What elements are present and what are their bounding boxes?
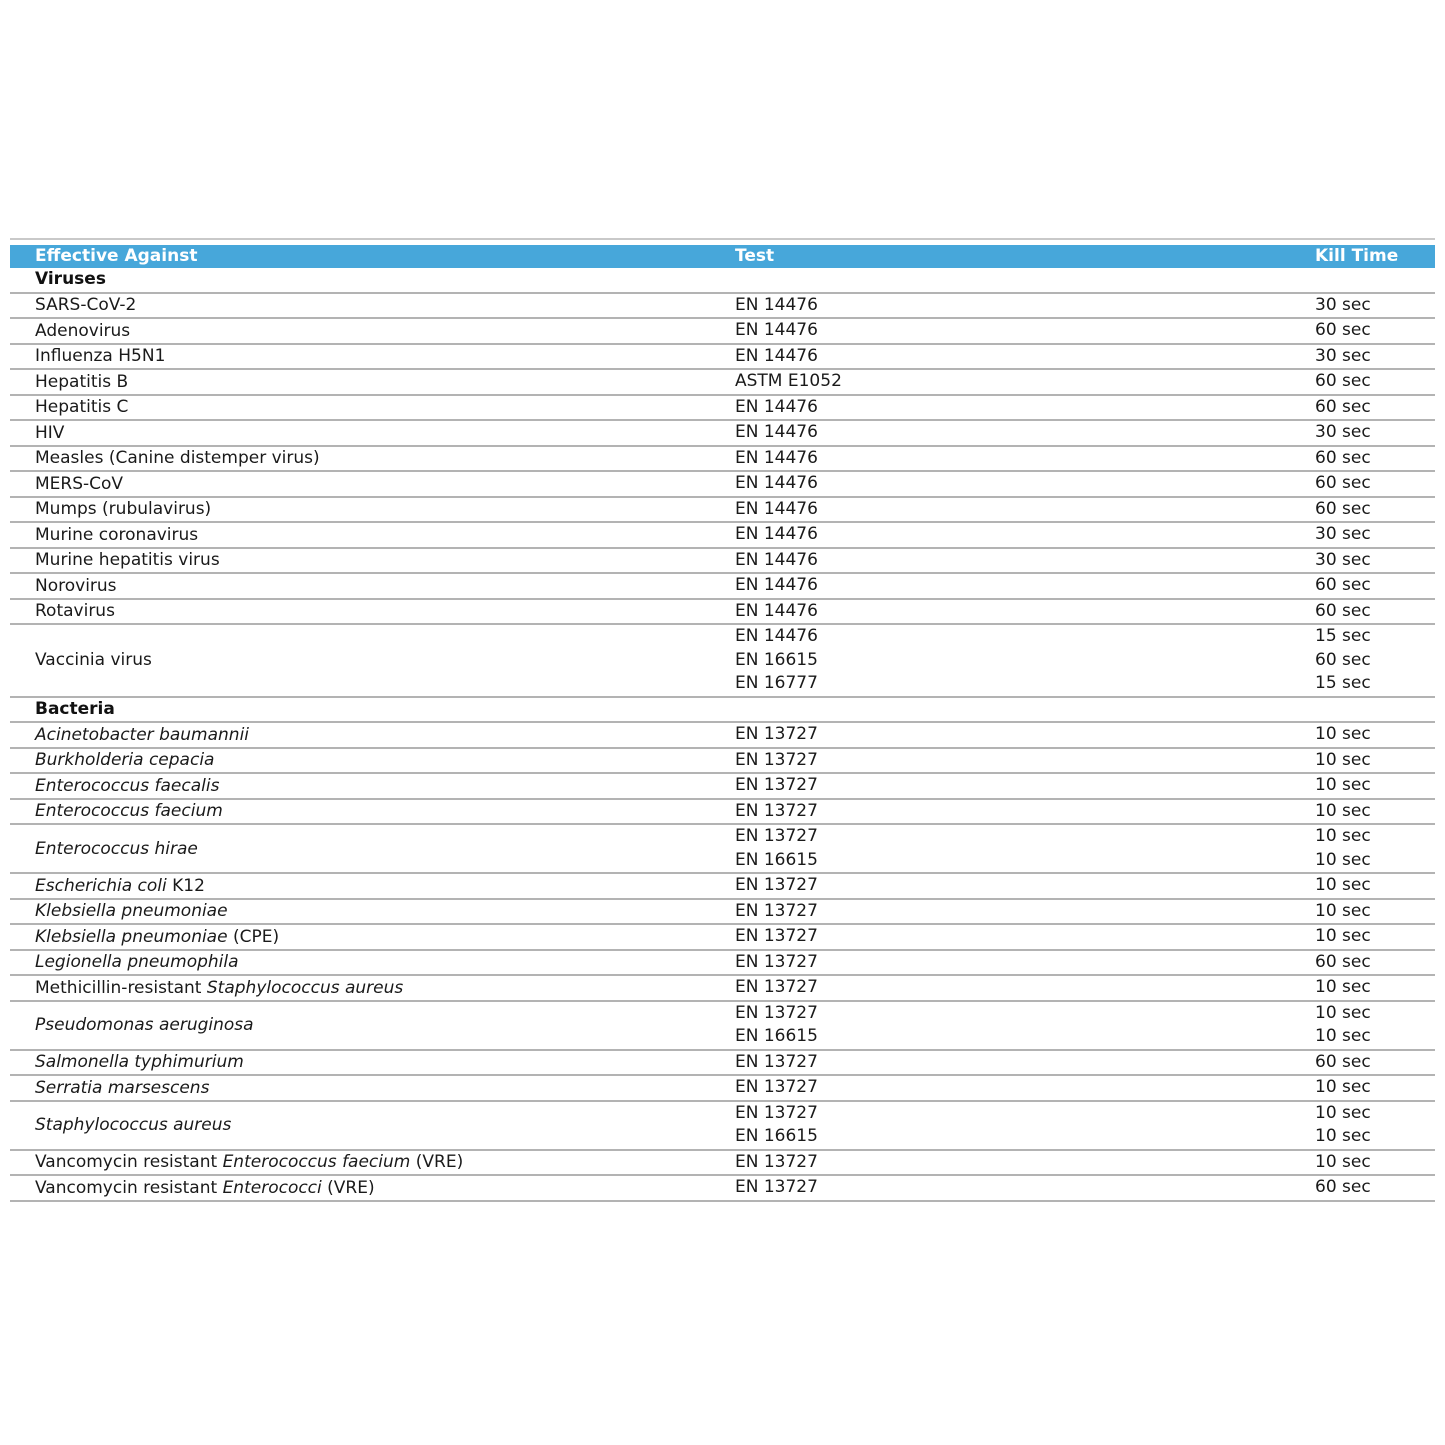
- kill-time-value: 60 sec: [1315, 600, 1371, 621]
- test-cell: [735, 370, 1315, 394]
- test-cell: [735, 825, 1315, 872]
- table-row: [10, 825, 1435, 874]
- test-cell: [735, 574, 1315, 598]
- test-cell: [735, 1102, 1315, 1149]
- section-header-bacteria: [10, 698, 1435, 724]
- test-value: EN 13727: [735, 800, 818, 821]
- organism-name-plain-segment: Vaccinia virus: [35, 650, 152, 671]
- organism-name: [10, 474, 735, 494]
- test-value: EN 14476: [735, 422, 818, 442]
- organism-name: [10, 650, 735, 670]
- test-cell: [735, 1176, 1315, 1200]
- kill-time-cell: [1315, 472, 1435, 496]
- kill-time-value: 10 sec: [1315, 1002, 1371, 1023]
- organism-name-italic-segment: Staphylococcus aureus: [35, 1115, 232, 1135]
- test-value: EN 14476: [735, 626, 818, 646]
- test-value: EN 13727: [735, 826, 818, 846]
- organism-name-italic-segment: Salmonella typhimurium: [35, 1052, 244, 1073]
- test-value: EN 16615: [735, 1126, 818, 1146]
- table-row: [10, 1151, 1435, 1177]
- kill-time-value: 60 sec: [1315, 575, 1371, 595]
- organism-name: [10, 295, 735, 315]
- test-value: EN 14476: [735, 524, 818, 544]
- kill-time-value: 10 sec: [1315, 1077, 1371, 1097]
- kill-time-cell: [1315, 447, 1435, 471]
- section-kill-spacer: [1315, 698, 1435, 722]
- organism-name-plain-segment: (CPE): [227, 926, 280, 947]
- organism-name: [10, 927, 735, 947]
- table-row: [10, 345, 1435, 371]
- organism-name-italic-segment: Acinetobacter baumannii: [35, 724, 250, 745]
- test-cell: [735, 874, 1315, 898]
- section-title: Viruses: [35, 269, 106, 289]
- organism-name-plain-segment: SARS-CoV-2: [35, 295, 137, 316]
- table-row: [10, 447, 1435, 473]
- test-cell: [735, 1151, 1315, 1175]
- test-value: EN 13727: [735, 1102, 818, 1123]
- organism-name-plain-segment: Norovirus: [35, 575, 117, 596]
- organism-name: [10, 801, 735, 821]
- organism-name-italic-segment: Enterococcus faecium: [222, 1152, 411, 1173]
- test-value: EN 13727: [735, 1002, 818, 1023]
- kill-time-cell: [1315, 976, 1435, 1000]
- kill-time-value: 30 sec: [1315, 345, 1371, 366]
- kill-time-cell: [1315, 600, 1435, 624]
- kill-time-value: 10 sec: [1315, 749, 1371, 770]
- test-value: EN 13727: [735, 724, 818, 744]
- organism-name: [10, 1115, 735, 1135]
- test-value: EN 14476: [735, 396, 818, 417]
- table-row: [10, 1076, 1435, 1102]
- test-cell: [735, 421, 1315, 445]
- organism-name: [10, 397, 735, 417]
- organism-name-italic-segment: Staphylococcus aureus: [206, 977, 404, 998]
- kill-time-cell: [1315, 800, 1435, 824]
- kill-time-cell: [1315, 925, 1435, 949]
- table-row: [10, 874, 1435, 900]
- test-value: EN 13727: [735, 1051, 818, 1072]
- kill-time-cell: [1315, 549, 1435, 573]
- kill-time-value: 60 sec: [1315, 473, 1371, 493]
- test-cell: [735, 625, 1315, 696]
- section-title: Bacteria: [35, 698, 115, 719]
- test-cell: [735, 800, 1315, 824]
- organism-name: [10, 1078, 735, 1098]
- organism-name-plain-segment: Vancomycin resistant: [35, 1177, 223, 1198]
- test-cell: [735, 774, 1315, 798]
- test-value: EN 14476: [735, 549, 818, 570]
- test-value: EN 13727: [735, 1077, 818, 1097]
- table-row: [10, 723, 1435, 749]
- table-row: [10, 523, 1435, 549]
- organism-name-italic-segment: Burkholderia cepacia: [35, 750, 215, 771]
- table-row: [10, 396, 1435, 422]
- test-value: EN 13727: [735, 775, 818, 795]
- organism-name-italic-segment: Enterococcus faecalis: [35, 775, 220, 796]
- test-cell: [735, 523, 1315, 547]
- section-test-spacer: [735, 268, 1315, 292]
- test-value: EN 14476: [735, 447, 818, 468]
- kill-time-value: 30 sec: [1315, 422, 1371, 442]
- kill-time-cell: [1315, 1151, 1435, 1175]
- organism-name: [10, 372, 735, 392]
- test-value: EN 13727: [735, 1177, 818, 1197]
- test-cell: [735, 925, 1315, 949]
- kill-time-cell: [1315, 1051, 1435, 1075]
- test-cell: [735, 900, 1315, 924]
- kill-time-cell: [1315, 951, 1435, 975]
- kill-time-cell: [1315, 774, 1435, 798]
- organism-name: [10, 1015, 735, 1035]
- kill-time-value: 60 sec: [1315, 649, 1371, 670]
- test-value: EN 14476: [735, 294, 818, 315]
- kill-time-value: 60 sec: [1315, 371, 1371, 391]
- kill-time-value: 10 sec: [1315, 724, 1371, 744]
- test-cell: [735, 319, 1315, 343]
- kill-time-cell: [1315, 1176, 1435, 1200]
- kill-time-cell: [1315, 874, 1435, 898]
- organism-name: [10, 346, 735, 366]
- section-test-spacer: [735, 698, 1315, 722]
- organism-name-italic-segment: Klebsiella pneumoniae: [35, 926, 228, 947]
- table-row: [10, 472, 1435, 498]
- kill-time-value: 60 sec: [1315, 951, 1371, 972]
- kill-time-value: 10 sec: [1315, 1102, 1371, 1123]
- organism-name-italic-segment: Pseudomonas aeruginosa: [35, 1015, 254, 1035]
- organism-name: [10, 750, 735, 770]
- kill-time-cell: [1315, 396, 1435, 420]
- organism-name: [10, 1178, 735, 1198]
- kill-time-value: 30 sec: [1315, 524, 1371, 544]
- test-value: EN 14476: [735, 320, 818, 340]
- table-row: [10, 774, 1435, 800]
- organism-name-plain-segment: MERS-CoV: [35, 473, 124, 494]
- table-body: [10, 268, 1435, 1202]
- organism-name-plain-segment: Hepatitis C: [35, 397, 129, 418]
- organism-name-plain-segment: Murine hepatitis virus: [35, 550, 220, 571]
- test-value: EN 16777: [735, 673, 818, 693]
- table-row: [10, 498, 1435, 524]
- kill-time-value: 60 sec: [1315, 447, 1371, 468]
- table-row: [10, 549, 1435, 575]
- test-value: EN 14476: [735, 498, 818, 519]
- test-value: EN 13727: [735, 926, 818, 946]
- table-row: [10, 976, 1435, 1002]
- kill-time-cell: [1315, 370, 1435, 394]
- organism-name: [10, 499, 735, 519]
- kill-time-value: 60 sec: [1315, 320, 1371, 340]
- organism-name-plain-segment: (VRE): [321, 1177, 375, 1198]
- organism-name-plain-segment: Adenovirus: [35, 320, 131, 341]
- kill-time-value: 30 sec: [1315, 294, 1371, 315]
- test-cell: [735, 498, 1315, 522]
- test-value: EN 16615: [735, 1026, 818, 1046]
- organism-name-plain-segment: Murine coronavirus: [35, 524, 199, 545]
- organism-name-plain-segment: Measles (Canine distemper virus): [35, 448, 320, 469]
- table-header-row: [10, 245, 1435, 268]
- organism-name: [10, 1152, 735, 1172]
- organism-name: [10, 952, 735, 972]
- test-value: EN 13727: [735, 1151, 818, 1172]
- table-row: [10, 1051, 1435, 1077]
- test-value: EN 13727: [735, 977, 818, 997]
- table-row: [10, 951, 1435, 977]
- test-value: EN 13727: [735, 900, 818, 921]
- organism-name-italic-segment: Enterococcus hirae: [35, 838, 198, 859]
- test-cell: [735, 1076, 1315, 1100]
- kill-time-value: 10 sec: [1315, 1026, 1371, 1046]
- kill-time-cell: [1315, 1102, 1435, 1149]
- kill-time-value: 10 sec: [1315, 926, 1371, 946]
- test-value: EN 13727: [735, 951, 818, 972]
- column-header-test: Test: [735, 246, 775, 266]
- organism-name: [10, 776, 735, 796]
- organism-name-italic-segment: Enterococcus faecium: [35, 801, 223, 822]
- table-row: [10, 600, 1435, 626]
- kill-time-cell: [1315, 574, 1435, 598]
- table-row: [10, 421, 1435, 447]
- table-row: [10, 1102, 1435, 1151]
- kill-time-value: 10 sec: [1315, 1126, 1371, 1146]
- table-row: [10, 925, 1435, 951]
- organism-name-plain-segment: K12: [166, 875, 205, 896]
- section-header-viruses: [10, 268, 1435, 294]
- kill-time-value: 60 sec: [1315, 1051, 1371, 1072]
- kill-time-cell: [1315, 523, 1435, 547]
- organism-name: [10, 550, 735, 570]
- test-value: EN 14476: [735, 345, 818, 366]
- organism-name: [10, 321, 735, 341]
- organism-name-plain-segment: Hepatitis B: [35, 371, 129, 392]
- test-cell: [735, 723, 1315, 747]
- table-row: [10, 370, 1435, 396]
- test-cell: [735, 472, 1315, 496]
- test-value: ASTM E1052: [735, 371, 842, 391]
- table-row: [10, 1176, 1435, 1202]
- kill-time-value: 60 sec: [1315, 1177, 1371, 1197]
- efficacy-table: [10, 238, 1435, 1202]
- organism-name-plain-segment: Mumps (rubulavirus): [35, 499, 212, 520]
- test-cell: [735, 1002, 1315, 1049]
- kill-time-cell: [1315, 1076, 1435, 1100]
- kill-time-cell: [1315, 900, 1435, 924]
- table-row: [10, 1002, 1435, 1051]
- test-cell: [735, 549, 1315, 573]
- organism-name: [10, 601, 735, 621]
- kill-time-value: 10 sec: [1315, 800, 1371, 821]
- organism-name: [10, 901, 735, 921]
- kill-time-cell: [1315, 1002, 1435, 1049]
- organism-name-plain-segment: Vancomycin resistant: [35, 1152, 223, 1173]
- section-kill-spacer: [1315, 268, 1435, 292]
- kill-time-cell: [1315, 294, 1435, 318]
- kill-time-value: 10 sec: [1315, 1151, 1371, 1172]
- kill-time-cell: [1315, 319, 1435, 343]
- organism-name: [10, 525, 735, 545]
- test-value: EN 16615: [735, 649, 818, 670]
- table-row: [10, 900, 1435, 926]
- table-row: [10, 749, 1435, 775]
- table-row: [10, 800, 1435, 826]
- organism-name: [10, 725, 735, 745]
- organism-name: [10, 576, 735, 596]
- organism-name-plain-segment: HIV: [35, 422, 65, 443]
- kill-time-value: 10 sec: [1315, 775, 1371, 795]
- test-value: EN 14476: [735, 575, 818, 595]
- column-header-effective-against: Effective Against: [35, 246, 198, 266]
- kill-time-cell: [1315, 625, 1435, 696]
- kill-time-cell: [1315, 421, 1435, 445]
- kill-time-value: 60 sec: [1315, 498, 1371, 519]
- test-cell: [735, 749, 1315, 773]
- organism-name: [10, 1052, 735, 1072]
- kill-time-cell: [1315, 345, 1435, 369]
- kill-time-cell: [1315, 498, 1435, 522]
- table-top-rule: [10, 238, 1435, 240]
- organism-name: [10, 876, 735, 896]
- organism-name: [10, 978, 735, 998]
- test-value: EN 14476: [735, 473, 818, 493]
- kill-time-value: 10 sec: [1315, 900, 1371, 921]
- kill-time-value: 60 sec: [1315, 396, 1371, 417]
- test-value: EN 16615: [735, 849, 818, 870]
- test-value: EN 13727: [735, 875, 818, 895]
- test-value: EN 13727: [735, 749, 818, 770]
- table-row: [10, 294, 1435, 320]
- test-cell: [735, 345, 1315, 369]
- kill-time-value: 10 sec: [1315, 849, 1371, 870]
- organism-name-italic-segment: Klebsiella pneumoniae: [35, 901, 228, 922]
- organism-name-italic-segment: Escherichia coli: [35, 875, 167, 896]
- test-cell: [735, 447, 1315, 471]
- kill-time-cell: [1315, 825, 1435, 872]
- kill-time-value: 15 sec: [1315, 673, 1371, 693]
- kill-time-cell: [1315, 723, 1435, 747]
- kill-time-value: 15 sec: [1315, 626, 1371, 646]
- table-row: [10, 574, 1435, 600]
- test-cell: [735, 951, 1315, 975]
- kill-time-value: 10 sec: [1315, 875, 1371, 895]
- organism-name: [10, 839, 735, 859]
- test-cell: [735, 294, 1315, 318]
- test-cell: [735, 1051, 1315, 1075]
- organism-name-plain-segment: Influenza H5N1: [35, 346, 166, 367]
- organism-name: [10, 448, 735, 468]
- organism-name: [10, 423, 735, 443]
- organism-name-plain-segment: Methicillin-resistant: [35, 977, 207, 998]
- table-row: [10, 625, 1435, 698]
- organism-name-italic-segment: Enterococci: [222, 1177, 322, 1198]
- kill-time-cell: [1315, 749, 1435, 773]
- kill-time-value: 10 sec: [1315, 826, 1371, 846]
- organism-name-italic-segment: Legionella pneumophila: [35, 952, 239, 973]
- test-cell: [735, 600, 1315, 624]
- organism-name-plain-segment: Rotavirus: [35, 601, 115, 622]
- organism-name-italic-segment: Serratia marsescens: [35, 1077, 210, 1098]
- column-header-kill-time: Kill Time: [1315, 246, 1399, 266]
- organism-name-plain-segment: (VRE): [410, 1152, 464, 1173]
- kill-time-value: 30 sec: [1315, 549, 1371, 570]
- test-cell: [735, 396, 1315, 420]
- table-row: [10, 319, 1435, 345]
- kill-time-value: 10 sec: [1315, 977, 1371, 997]
- test-value: EN 14476: [735, 600, 818, 621]
- test-cell: [735, 976, 1315, 1000]
